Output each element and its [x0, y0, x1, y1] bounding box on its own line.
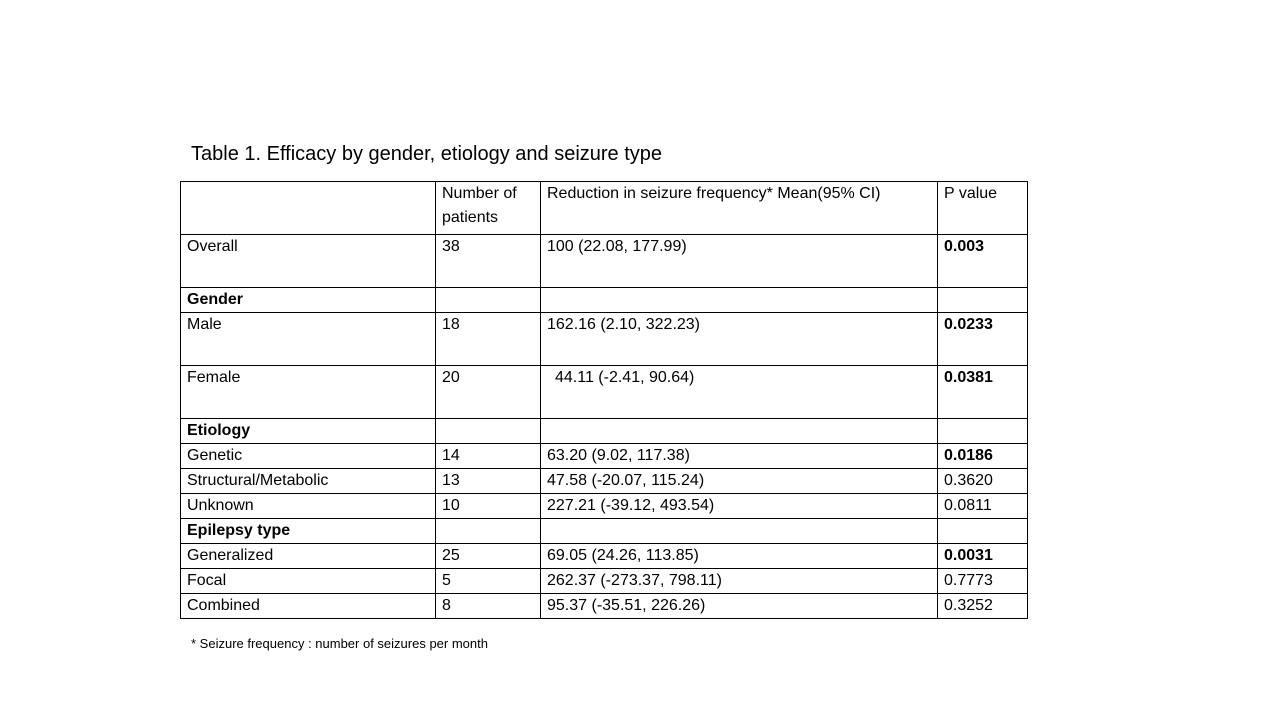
empty-cell: [541, 288, 938, 313]
row-n: 14: [436, 444, 541, 469]
row-label: Genetic: [181, 444, 436, 469]
table-row: [181, 544, 1028, 569]
header-reduction: Reduction in seizure frequency* Mean(95% CI): [541, 182, 938, 235]
row-p-value: 0.0811: [938, 494, 1028, 519]
row-p-value: 0.0381: [938, 366, 1028, 419]
row-reduction: 69.05 (24.26, 113.85): [541, 544, 938, 569]
row-label: Combined: [181, 594, 436, 619]
row-n: 5: [436, 569, 541, 594]
section-label: Epilepsy type: [181, 519, 436, 544]
table-row: [181, 569, 1028, 594]
table-row: [181, 469, 1028, 494]
table-row: [181, 444, 1028, 469]
empty-cell: [436, 288, 541, 313]
row-reduction: 44.11 (-2.41, 90.64): [541, 366, 938, 419]
table-title: Table 1. Efficacy by gender, etiology and seizure type: [191, 143, 663, 165]
table-footnote: * Seizure frequency : number of seizures per month: [191, 636, 488, 651]
row-reduction: 95.37 (-35.51, 226.26): [541, 594, 938, 619]
row-n: 10: [436, 494, 541, 519]
row-reduction: 63.20 (9.02, 117.38): [541, 444, 938, 469]
section-row-gender: [181, 288, 1028, 313]
section-label: Etiology: [181, 419, 436, 444]
table-row: [181, 494, 1028, 519]
efficacy-table: [180, 181, 1028, 619]
row-label: Unknown: [181, 494, 436, 519]
row-label: Structural/Metabolic: [181, 469, 436, 494]
row-p-value: 0.3620: [938, 469, 1028, 494]
table-row: [181, 235, 1028, 288]
row-n: 38: [436, 235, 541, 288]
row-label: Male: [181, 313, 436, 366]
section-label: Gender: [181, 288, 436, 313]
table-row: [181, 594, 1028, 619]
row-n: 18: [436, 313, 541, 366]
table-row: [181, 313, 1028, 366]
empty-cell: [938, 419, 1028, 444]
row-reduction: 47.58 (-20.07, 115.24): [541, 469, 938, 494]
row-label: Generalized: [181, 544, 436, 569]
header-p-value: P value: [938, 182, 1028, 235]
row-label: Overall: [181, 235, 436, 288]
header-blank: [181, 182, 436, 235]
row-reduction: 162.16 (2.10, 322.23): [541, 313, 938, 366]
row-n: 8: [436, 594, 541, 619]
empty-cell: [938, 519, 1028, 544]
row-label: Female: [181, 366, 436, 419]
row-p-value: 0.0031: [938, 544, 1028, 569]
empty-cell: [436, 419, 541, 444]
row-p-value: 0.3252: [938, 594, 1028, 619]
row-n: 25: [436, 544, 541, 569]
row-n: 20: [436, 366, 541, 419]
section-row-epilepsy-type: [181, 519, 1028, 544]
empty-cell: [938, 288, 1028, 313]
row-reduction: 227.21 (-39.12, 493.54): [541, 494, 938, 519]
row-p-value: 0.0233: [938, 313, 1028, 366]
empty-cell: [541, 419, 938, 444]
row-p-value: 0.0186: [938, 444, 1028, 469]
table-header-row: [181, 182, 1028, 235]
empty-cell: [541, 519, 938, 544]
row-p-value: 0.003: [938, 235, 1028, 288]
section-row-etiology: [181, 419, 1028, 444]
row-reduction: 100 (22.08, 177.99): [541, 235, 938, 288]
row-p-value: 0.7773: [938, 569, 1028, 594]
table-row: [181, 366, 1028, 419]
empty-cell: [436, 519, 541, 544]
row-reduction: 262.37 (-273.37, 798.11): [541, 569, 938, 594]
row-n: 13: [436, 469, 541, 494]
header-number-of-patients: Number of patients: [436, 182, 541, 235]
row-label: Focal: [181, 569, 436, 594]
